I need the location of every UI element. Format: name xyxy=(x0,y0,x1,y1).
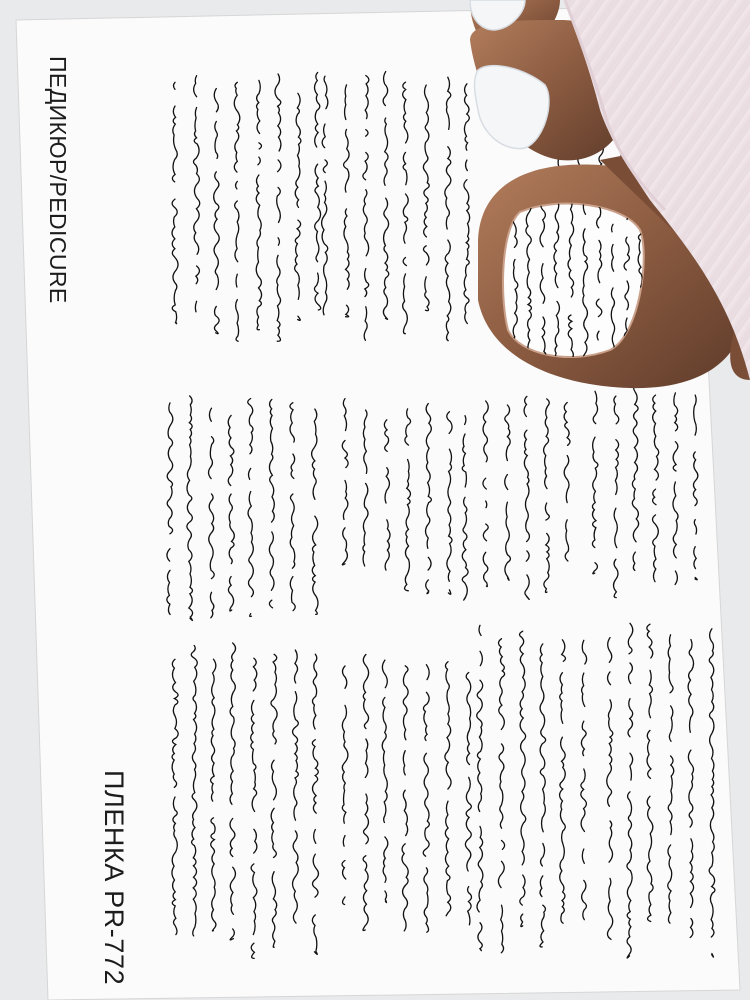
film-code-label: ПЛЕНКА PR-772 xyxy=(99,770,129,986)
product-line-label: ПЕДИКЮР/PEDICURE xyxy=(45,56,71,304)
